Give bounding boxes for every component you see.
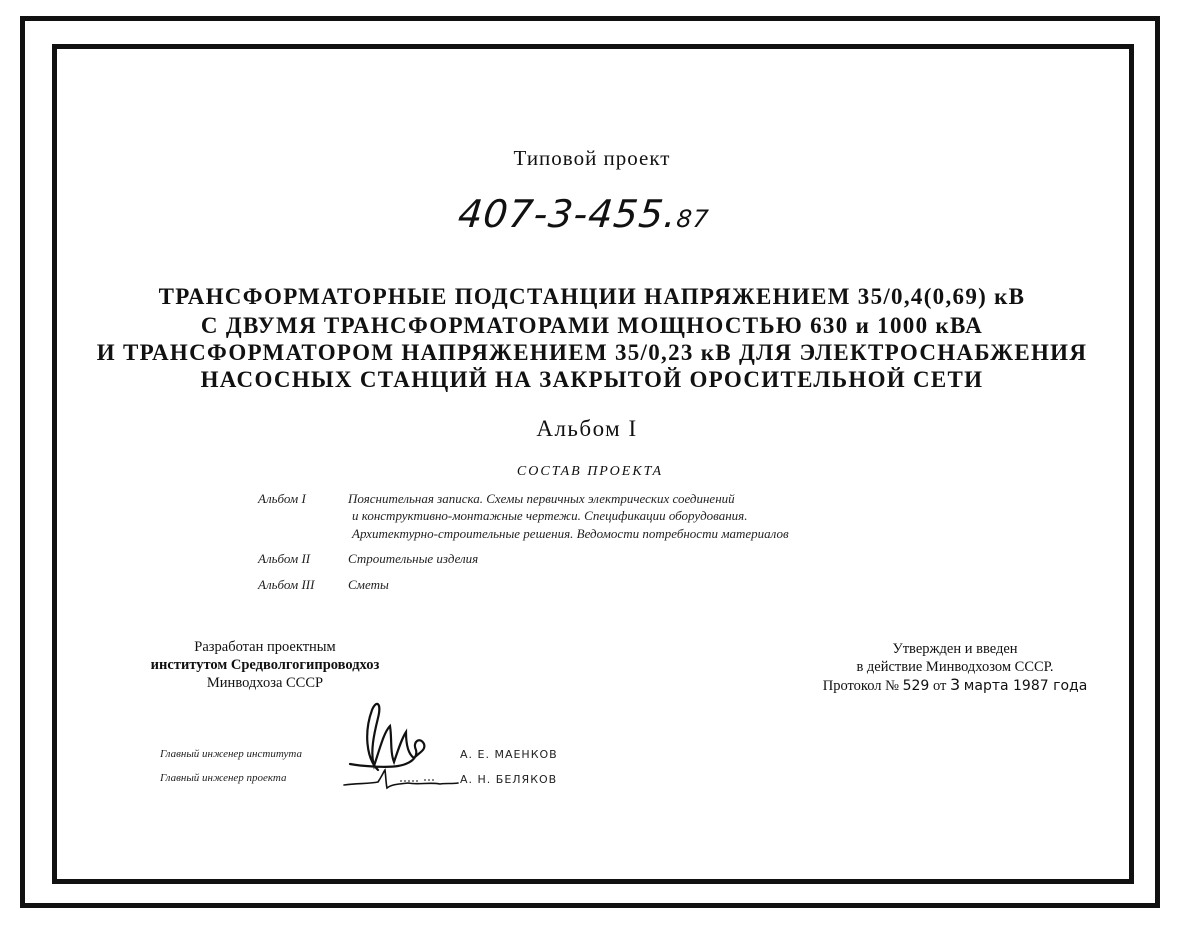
project-year: 87: [675, 205, 711, 233]
composition-album-2-label: Альбом II: [258, 551, 311, 566]
signature-name-2: А. Н. БЕЛЯКОВ: [460, 773, 558, 786]
composition-album-2: [258, 551, 478, 567]
signature-name-1: А. Е. МАЕНКОВ: [460, 748, 558, 761]
developer-block: [100, 638, 430, 692]
date-prefix: от: [932, 678, 947, 694]
composition-album-3: [258, 577, 389, 593]
composition-album-1-label: Альбом I: [258, 491, 306, 506]
title-line-4: НАСОСНЫХ СТАНЦИЙ НА ЗАКРЫТОЙ ОРОСИТЕЛЬНОЙ СЕТИ: [200, 367, 984, 392]
signature-role-2: Главный инженер проекта: [160, 772, 287, 784]
date-rest: марта 1987 года: [963, 678, 1088, 694]
album-label: Альбом I: [536, 416, 638, 441]
composition-album-1-line-3: Архитектурно-строительные решения. Ведомости потребности материалов: [352, 526, 789, 541]
signature-role-1: Главный инженер института: [160, 748, 302, 760]
date-day: 3: [949, 675, 961, 694]
composition-album-3-label: Альбом III: [258, 577, 315, 592]
title-line-2: С ДВУМЯ ТРАНСФОРМАТОРАМИ МОЩНОСТЬЮ 630 и 1000 кВА: [200, 313, 984, 338]
developer-line-3: Минводхоза СССР: [206, 675, 324, 691]
developer-line-1: Разработан проектным: [194, 639, 336, 655]
signature-mark-2: [340, 768, 465, 792]
developer-line-2: институтом Средволгогипроводхоз: [150, 657, 380, 673]
project-number: [0, 192, 1178, 236]
approval-protocol: [790, 676, 1120, 695]
composition-heading: СОСТАВ ПРОЕКТА: [516, 464, 664, 479]
composition-album-3-line-1: Сметы: [348, 577, 389, 592]
title-line-1: ТРАНСФОРМАТОРНЫЕ ПОДСТАНЦИИ НАПРЯЖЕНИЕМ 35/0,4(0,69) кВ: [158, 284, 1026, 309]
approval-line-1: Утвержден и введен: [892, 641, 1018, 657]
project-type-label: Типовой проект: [513, 146, 671, 170]
protocol-label: Протокол №: [822, 678, 899, 694]
title-line-3: И ТРАНСФОРМАТОРОМ НАПРЯЖЕНИЕМ 35/0,23 кВ ДЛЯ ЭЛЕКТРОСНАБЖЕНИЯ: [96, 340, 1088, 365]
protocol-number: 529: [902, 678, 930, 694]
approval-block: [790, 640, 1120, 695]
composition-album-1-line-2: и конструктивно-монтажные чертежи. Спецификации оборудования.: [352, 508, 748, 523]
composition-album-1-line-1: Пояснительная записка. Схемы первичных электрических соединений: [348, 491, 735, 506]
approval-line-2: в действие Минводхозом СССР.: [856, 659, 1054, 675]
project-number-main: 407-3-455.: [456, 192, 680, 236]
composition-album-1: [258, 491, 735, 507]
composition-album-2-line-1: Строительные изделия: [348, 551, 479, 566]
